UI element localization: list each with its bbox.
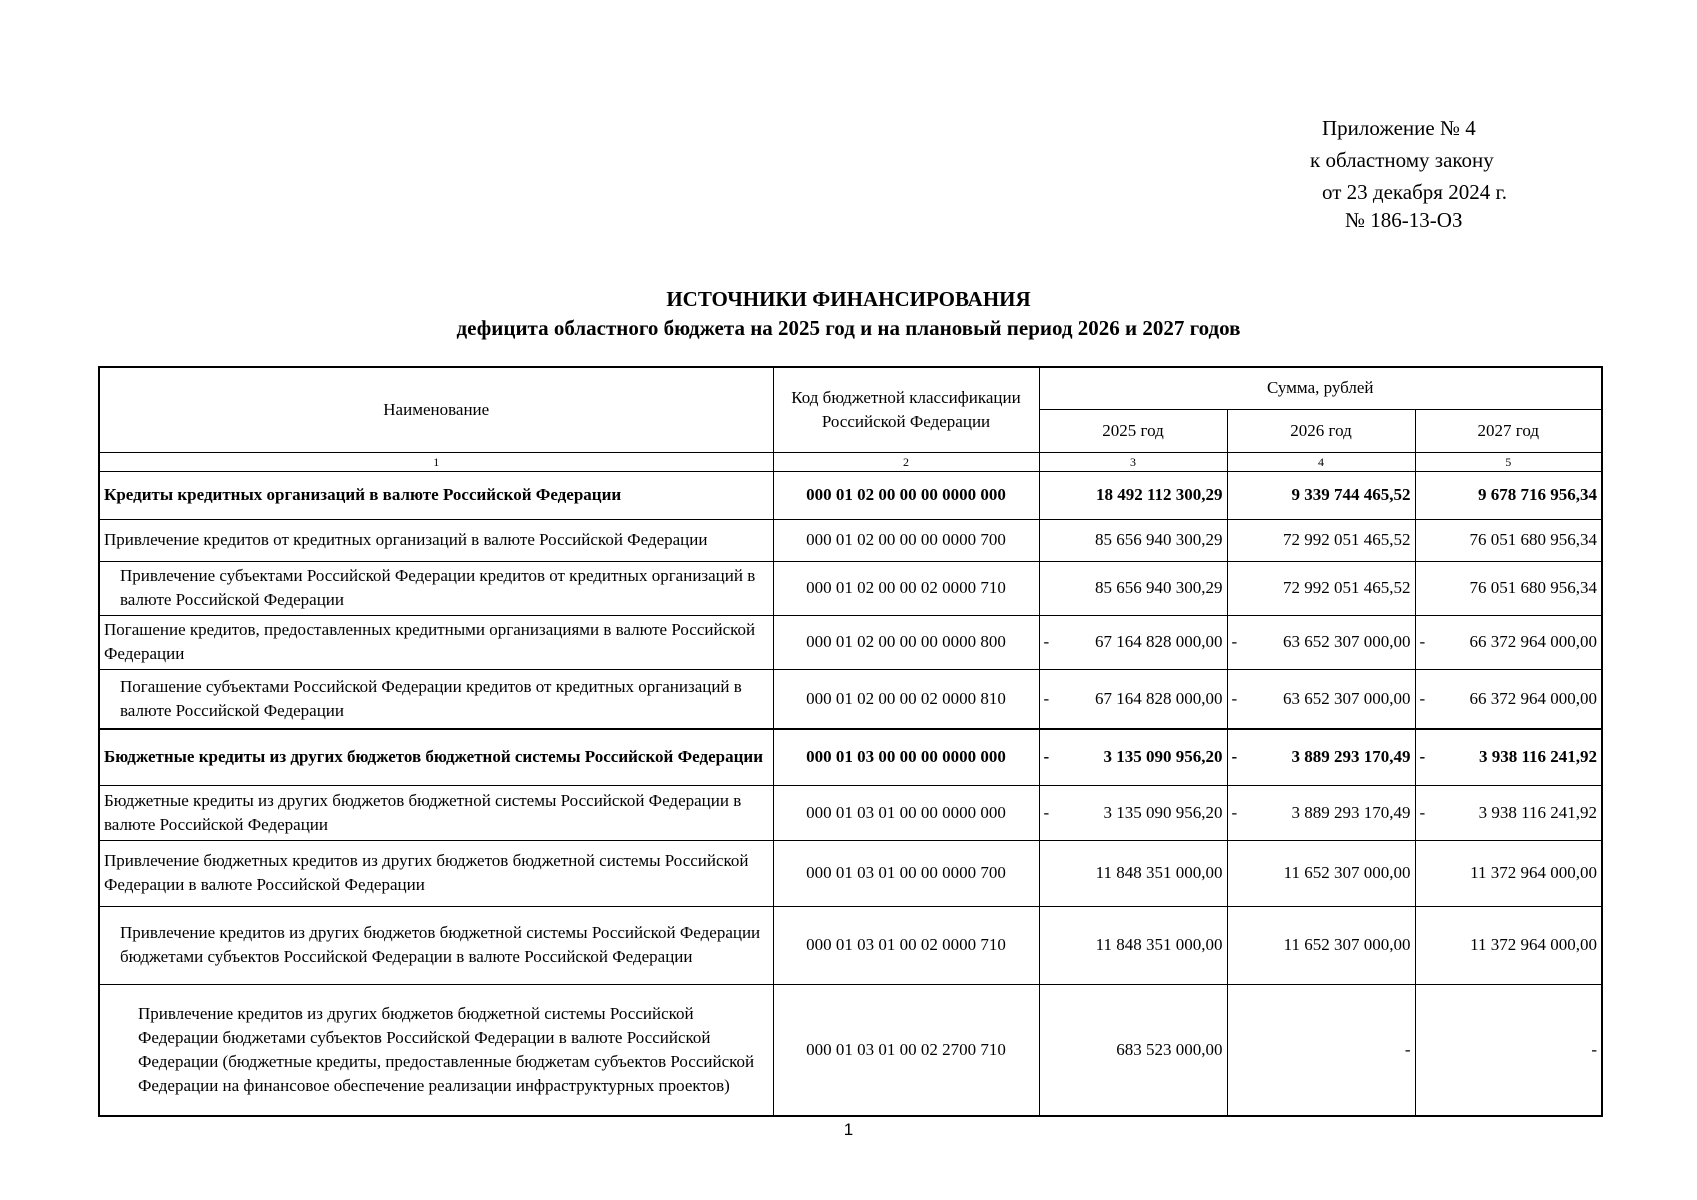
minus-sign: - <box>1231 632 1238 651</box>
value-2025: - 3 135 090 956,20 <box>1039 729 1227 785</box>
document-title: ИСТОЧНИКИ ФИНАНСИРОВАНИЯ <box>666 287 1031 311</box>
appendix-line-2: к областному закону <box>1310 148 1494 172</box>
row-code: 000 01 02 00 00 00 0000 700 <box>773 519 1039 561</box>
value-2026: - 63 652 307 000,00 <box>1227 615 1415 669</box>
minus-sign: - <box>1231 802 1238 822</box>
row-name: Кредиты кредитных организаций в валюте Российской Федерации <box>99 471 773 519</box>
table-row <box>99 906 1602 984</box>
appendix-note <box>1300 112 1660 236</box>
value-2026: 11 652 307 000,00 <box>1227 840 1415 906</box>
table-row <box>99 729 1602 785</box>
row-code: 000 01 02 00 00 00 0000 800 <box>773 615 1039 669</box>
header-name: Наименование <box>99 367 773 452</box>
value-2026: 72 992 051 465,52 <box>1227 519 1415 561</box>
value-2027: 11 372 964 000,00 <box>1415 840 1602 906</box>
value-2025: 683 523 000,00 <box>1039 984 1227 1116</box>
value-2026: - 63 652 307 000,00 <box>1227 669 1415 729</box>
header-sum: Сумма, рублей <box>1039 367 1602 409</box>
header-code: Код бюджетной классификации Российской Федерации <box>773 367 1039 452</box>
row-name: Привлечение кредитов из других бюджетов бюджетной системы Российской Федерации бюджетами субъектов Российской Федерации в валюте Российской Федерации (бюджетные кредиты, предоставленные бюджетам субъектов Российской Федерации на финансовое обеспечение реализации инфраструктурных проектов) <box>99 984 773 1116</box>
minus-sign: - <box>1043 747 1050 767</box>
row-name: Погашение субъектами Российской Федерации кредитов от кредитных организаций в валюте Российской Федерации <box>99 669 773 729</box>
table-row <box>99 519 1602 561</box>
row-name: Привлечение субъектами Российской Федерации кредитов от кредитных организаций в валюте Российской Федерации <box>99 561 773 615</box>
column-number: 4 <box>1227 452 1415 471</box>
value-2025: 11 848 351 000,00 <box>1039 906 1227 984</box>
row-name: Привлечение кредитов от кредитных организаций в валюте Российской Федерации <box>99 519 773 561</box>
row-code: 000 01 03 01 00 02 0000 710 <box>773 906 1039 984</box>
appendix-line-4: № 186-13-ОЗ <box>1345 208 1463 232</box>
minus-sign: - <box>1231 688 1238 708</box>
value-2026: - 3 889 293 170,49 <box>1227 785 1415 840</box>
table-row <box>99 471 1602 519</box>
page-number: 1 <box>843 1120 854 1139</box>
row-code: 000 01 03 00 00 00 0000 000 <box>773 729 1039 785</box>
minus-sign: - <box>1419 688 1426 708</box>
appendix-line-3: от 23 декабря 2024 г. <box>1322 180 1507 204</box>
value-2025: 18 492 112 300,29 <box>1039 471 1227 519</box>
value-2027: - 66 372 964 000,00 <box>1415 615 1602 669</box>
value-2026: 9 339 744 465,52 <box>1227 471 1415 519</box>
row-name: Бюджетные кредиты из других бюджетов бюджетной системы Российской Федерации <box>99 729 773 785</box>
row-name: Привлечение бюджетных кредитов из других бюджетов бюджетной системы Российской Федерации в валюте Российской Федерации <box>99 840 773 906</box>
row-code: 000 01 02 00 00 02 0000 710 <box>773 561 1039 615</box>
value-2025: - 67 164 828 000,00 <box>1039 615 1227 669</box>
column-number: 2 <box>773 452 1039 471</box>
value-2027: 9 678 716 956,34 <box>1415 471 1602 519</box>
value-2026: 11 652 307 000,00 <box>1227 906 1415 984</box>
row-name: Бюджетные кредиты из других бюджетов бюджетной системы Российской Федерации в валюте Российской Федерации <box>99 785 773 840</box>
value-2026: 72 992 051 465,52 <box>1227 561 1415 615</box>
value-2025: - 3 135 090 956,20 <box>1039 785 1227 840</box>
value-2027: 76 051 680 956,34 <box>1415 561 1602 615</box>
value-2027: 11 372 964 000,00 <box>1415 906 1602 984</box>
document-subtitle: дефицита областного бюджета на 2025 год и на плановый период 2026 и 2027 годов <box>456 316 1241 340</box>
appendix-line-1: Приложение № 4 <box>1322 116 1476 140</box>
column-number: 1 <box>99 452 773 471</box>
value-2025: 11 848 351 000,00 <box>1039 840 1227 906</box>
table-row <box>99 669 1602 729</box>
value-2027: - 3 938 116 241,92 <box>1415 785 1602 840</box>
value-2025: 85 656 940 300,29 <box>1039 519 1227 561</box>
row-name: Привлечение кредитов из других бюджетов бюджетной системы Российской Федерации бюджетами субъектов Российской Федерации в валюте Российской Федерации <box>99 906 773 984</box>
table-row <box>99 840 1602 906</box>
value-2026: - <box>1227 984 1415 1116</box>
table-row <box>99 615 1602 669</box>
value-2027: - <box>1415 984 1602 1116</box>
row-name: Погашение кредитов, предоставленных кредитными организациями в валюте Российской Федерации <box>99 615 773 669</box>
column-number: 5 <box>1415 452 1602 471</box>
value-2026: - 3 889 293 170,49 <box>1227 729 1415 785</box>
header-year-2027: 2027 год <box>1415 409 1602 452</box>
financing-sources-table <box>98 366 1603 1117</box>
row-code: 000 01 03 01 00 00 0000 700 <box>773 840 1039 906</box>
row-code: 000 01 03 01 00 02 2700 710 <box>773 984 1039 1116</box>
minus-sign: - <box>1043 632 1050 651</box>
table-row <box>99 561 1602 615</box>
value-2027: - 66 372 964 000,00 <box>1415 669 1602 729</box>
table-row <box>99 785 1602 840</box>
header-year-2026: 2026 год <box>1227 409 1415 452</box>
row-code: 000 01 02 00 00 00 0000 000 <box>773 471 1039 519</box>
table-row <box>99 984 1602 1116</box>
header-year-2025: 2025 год <box>1039 409 1227 452</box>
value-2027: 76 051 680 956,34 <box>1415 519 1602 561</box>
minus-sign: - <box>1043 688 1050 708</box>
row-code: 000 01 02 00 00 02 0000 810 <box>773 669 1039 729</box>
value-2025: 85 656 940 300,29 <box>1039 561 1227 615</box>
value-2027: - 3 938 116 241,92 <box>1415 729 1602 785</box>
minus-sign: - <box>1419 747 1426 767</box>
row-code: 000 01 03 01 00 00 0000 000 <box>773 785 1039 840</box>
value-2025: - 67 164 828 000,00 <box>1039 669 1227 729</box>
minus-sign: - <box>1043 802 1050 822</box>
minus-sign: - <box>1231 747 1238 767</box>
minus-sign: - <box>1419 632 1426 651</box>
minus-sign: - <box>1419 802 1426 822</box>
column-number: 3 <box>1039 452 1227 471</box>
